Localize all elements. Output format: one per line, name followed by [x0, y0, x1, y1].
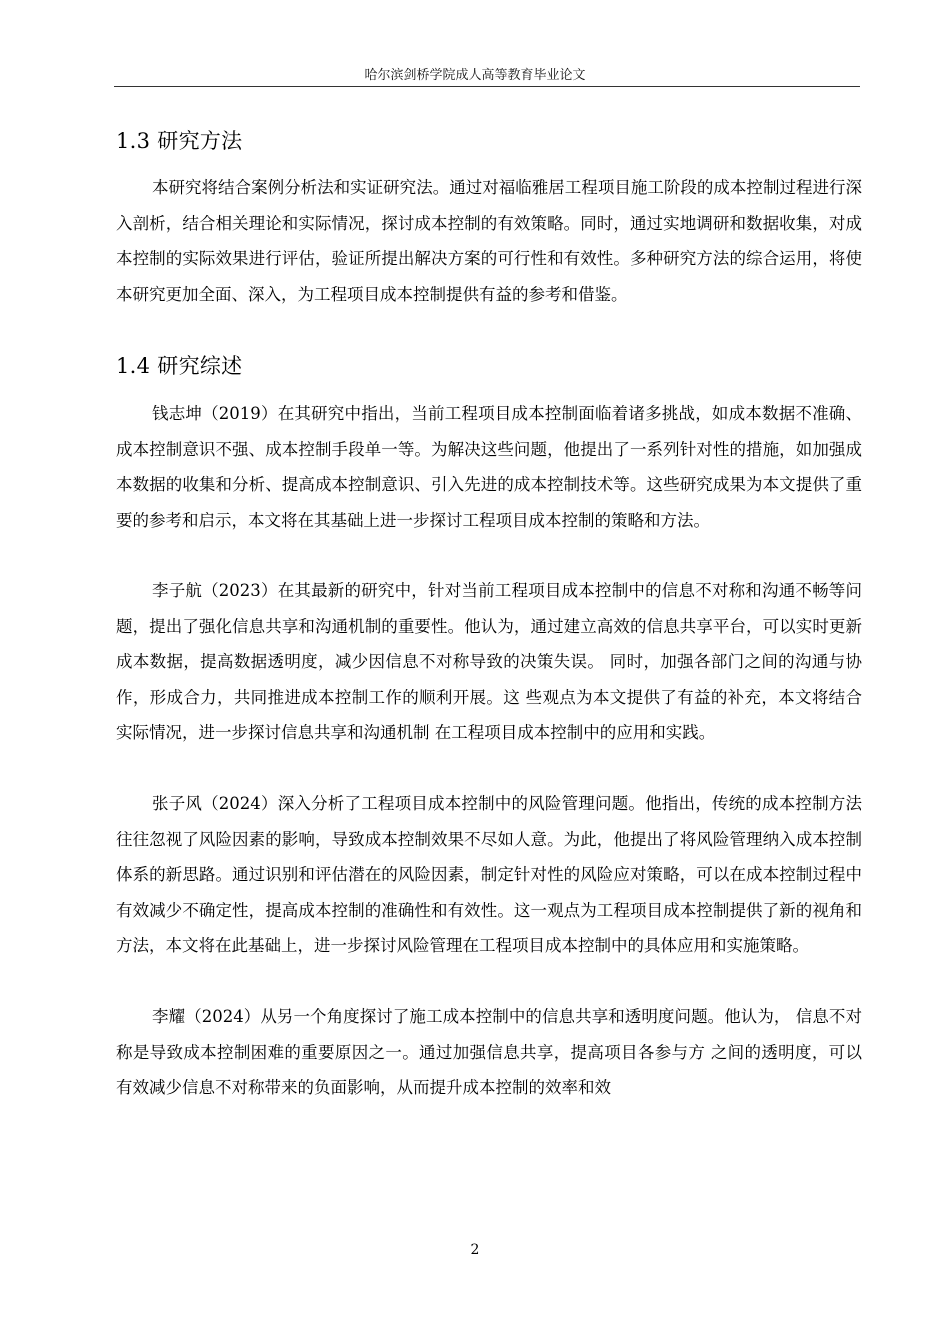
page-number: 2 — [470, 1242, 480, 1258]
paragraph-research-methods: 本研究将结合案例分析法和实证研究法。通过对福临雅居工程项目施工阶段的成本控制过程进行深入剖析，结合相关理论和实际情况，探讨成本控制的有效策略。同时，通过实地调研和数据收集，对成本控制的实际效果进行评估，验证所提出解决方案的可行性和有效性。多种研究方法的综合运用，将使本研究更加全面、深入，为工程项目成本控制提供有益的参考和借鉴。 — [116, 178, 862, 304]
section-heading-literature-review: 1.4 研究综述 — [116, 354, 243, 378]
paragraph-review-li-zihang: 李子航（2023）在其最新的研究中，针对当前工程项目成本控制中的信息不对称和沟通不畅等问题，提出了强化信息共享和沟通机制的重要性。他认为，通过建立高效的信息共享平台，可以实时更新成本数据，提高数据透明度，减少因信息不对称导致的决策失误。 同时，加强各部门之间的沟通与协作，形成合力，共同推进成本控制工作的顺利开展。这 些观点为本文提供了有益的补充，本文将结合实际情况，进一步探讨信息共享和沟通机制 在工程项目成本控制中的应用和实践。 — [116, 581, 862, 743]
paragraph-review-qian: 钱志坤（2019）在其研究中指出，当前工程项目成本控制面临着诸多挑战，如成本数据不准确、成本控制意识不强、成本控制手段单一等。为解决这些问题，他提出了一系列针对性的措施，如加强成本数据的收集和分析、提高成本控制意识、引入先进的成本控制技术等。这些研究成果为本文提供了重要的参考和启示，本文将在其基础上进一步探讨工程项目成本控制的策略和方法。 — [116, 404, 862, 530]
paragraph-review-li-yao: 李耀（2024）从另一个角度探讨了施工成本控制中的信息共享和透明度问题。他认为， 信息不对称是导致成本控制困难的重要原因之一。通过加强信息共享，提高项目各参与方 之间的透明度，可以有效减少信息不对称带来的负面影响，从而提升成本控制的效率和效 — [116, 1007, 862, 1098]
header-divider — [114, 86, 860, 87]
paragraph-review-zhang: 张子风（2024）深入分析了工程项目成本控制中的风险管理问题。他指出，传统的成本控制方法往往忽视了风险因素的影响，导致成本控制效果不尽如人意。为此，他提出了将风险管理纳入成本控制体系的新思路。通过识别和评估潜在的风险因素，制定针对性的风险应对策略，可以在成本控制过程中有效减少不确定性，提高成本控制的准确性和有效性。这一观点为工程项目成本控制提供了新的视角和方法，本文将在此基础上，进一步探讨风险管理在工程项目成本控制中的具体应用和实施策略。 — [116, 794, 862, 956]
section-heading-research-methods: 1.3 研究方法 — [116, 129, 243, 153]
running-header: 哈尔滨剑桥学院成人高等教育毕业论文 — [364, 68, 586, 83]
